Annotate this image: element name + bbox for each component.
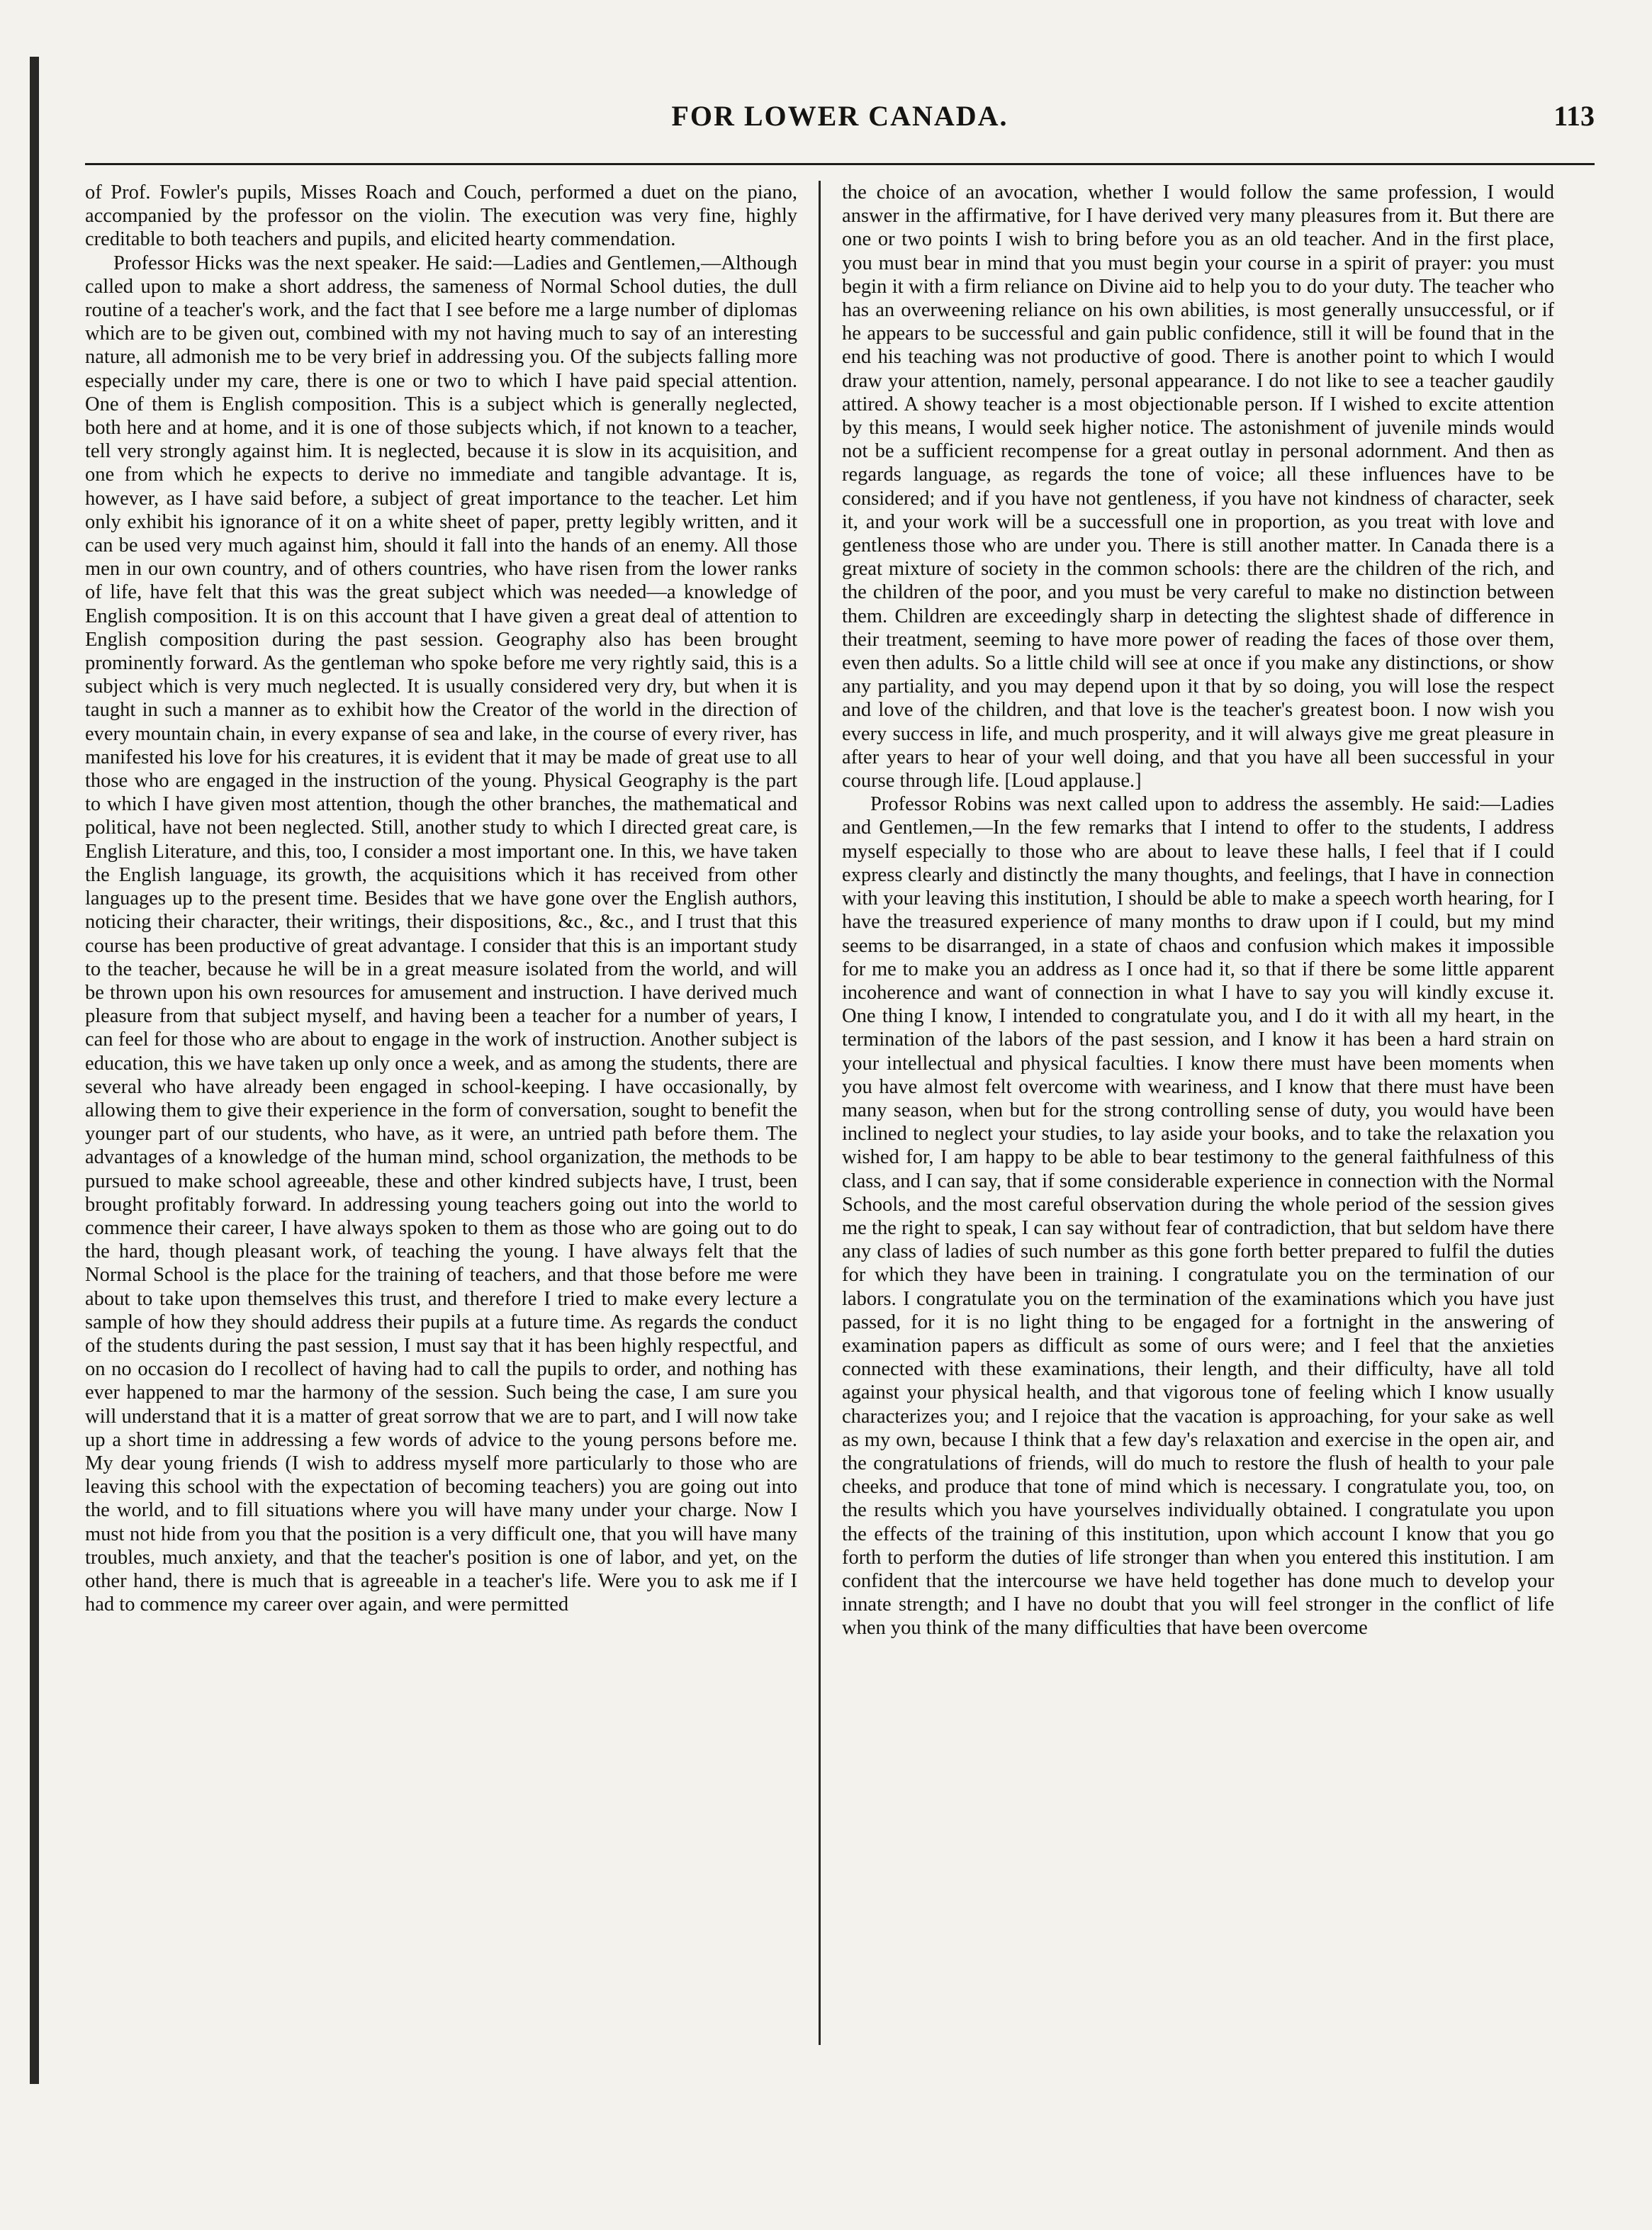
paragraph-hicks-address: Professor Hicks was the next speaker. He said:—Ladies and Gentlemen,—Although called upon to make a short address, the sameness of Normal School duties, the dull routine of a teacher's work, and the fact that I see before me a large number of diplomas which are to be given out, combined with my not having much to say of an interesting nature, all admonish me to be very brief in addressing you. Of the subjects falling more especially under my care, there is one or two to which I have paid special attention. One of them is English composition. This is a subject which is generally neglected, both here and at home, and it is one of those subjects which, if not known to a teacher, tell very strongly against him. It is neglected, because it is slow in its acquisition, and one from which he expects to derive no immediate and tangible advantage. It is, however, as I have said before, a subject of great importance to the teacher. Let him only exhibit his ignorance of it on a white sheet of paper, pretty legibly written, and it can be used very much against him, should it fall into the hands of an enemy. All those men in our own country, and of others countries, who have risen from the lower ranks of life, have felt that this was the great subject which was needed—a knowledge of English composition. It is on this account that I have given a great deal of attention to English composition during the past session. Geography also has been brought prominently forward. As the gentleman who spoke before me very rightly said, this is a subject which is very much neglected. It is usually considered very dry, but when it is taught in such a manner as to exhibit how the Creator of the world in the direction of every mountain chain, in every expanse of sea and lake, in the course of every river, has manifested his love for his creatures, it is evident that it may be made of great use to all those who are engaged in the instruction of the young. Physical Geography is the part to which I have given most attention, though the other branches, the mathematical and political, have not been neglected. Still, another study to which I directed great care, is English Literature, and this, too, I consider a most important one. In this, we have taken the English language, its growth, the acquisitions which it has received from other languages up to the present time. Besides that we have gone over the English authors, noticing their character, their writings, their dispositions, &c., &c., and I trust that this course has been productive of great advantage. I consider that this is an important study to the teacher, because he will be in a great measure isolated from the world, and will be thrown upon his own resources for amusement and instruction. I have derived much pleasure from that subject myself, and having been a teacher for a number of years, I can feel for those who are about to engage in the work of instruction. Another subject is education, this we have taken up only once a week, and as among the students, there are several who have already been engaged in school-keeping. I have occasionally, by allowing them to give their experience in the form of conversation, sought to benefit the younger part of our students, who have, as it were, an untried path before them. The advantages of a knowledge of the human mind, school organization, the methods to be pursued to make school agreeable, these and other kindred subjects have, I trust, been brought profitably forward. In addressing young teachers going out into the world to commence their career, I have always spoken to them as those who are going out to do the hard, though pleasant work, of teaching the young. I have always felt that the Normal School is the place for the training of teachers, and that those before me were about to take upon themselves this trust, and therefore I tried to make every lecture a sample of how they should address their pupils at a future time. As regards the conduct of the students during the past session, I must say that it has been highly respectful, and on no occasion do I recollect of having had to call the pupils to order, and nothing has ever happened to mar the harmony of the session. Such being the case, I am sure you will understand that it is a matter of great sorrow that we are to part, and I will now take up a short time in addressing a few words of advice to the young persons before me. My dear young friends (I wish to address myself more particularly to those who are leaving this school with the expectation of becoming teachers) you are going out into the world, and to fill situations where you will have many under your charge. Now I must not hide from you that the position is a very difficult one, that you will have many troubles, much anxiety, and that the teacher's position is one of labor, and yet, on the other hand, there is much that is agreeable in a teacher's life. Were you to ask me if I had to commence my career over again, and were permitted xyxy=(85,252,797,1616)
paragraph-robins-address: Professor Robins was next called upon to address the assembly. He said:—Ladies and Gentlemen,—In the few remarks that I intend to offer to the students, I address myself especially to those who are about to leave these halls, I feel that if I could express clearly and distinctly the many thoughts, and feelings, that I have in connection with your leaving this institution, I should be able to make a speech worth hearing, for I have the treasured experience of many months to draw upon if I could, but my mind seems to be disarranged, in a state of chaos and confusion which makes it impossible for me to make you an address as I once had it, so that if there be some little apparent incoherence and want of connection in what I have to say you will kindly excuse it. One thing I know, I intended to congratulate you, and I do it with all my heart, in the termination of the labors of the past session, and I know it has been a hard strain on your intellectual and physical faculties. I know there must have been moments when you have almost felt overcome with weariness, and I know that there must have been many season, when but for the strong controlling sense of duty, you would have been inclined to neglect your studies, to lay aside your books, and to take the relaxation you wished for, I am happy to be able to bear testimony to the general faithfulness of this class, and I can say, that if some considerable experience in connection with the Normal Schools, and the most careful observation during the whole period of the session gives me the right to speak, I can say without fear of contradiction, that but seldom have there any class of ladies of such number as this gone forth better prepared to fulfil the duties for which they have been in training. I congratulate you on the termination of our labors. I congratulate you on the termination of the examinations which you have just passed, for it is no light thing to be engaged for a fortnight in the answering of examination papers as difficult as some of ours were; and I feel that the anxieties connected with these examinations, their length, and their difficulty, have all told against your physical health, and that vigorous tone of feeling which I know usually characterizes you; and I rejoice that the vacation is approaching, for your sake as well as my own, because I think that a few day's relaxation and exercise in the open air, and the congratulations of friends, will do much to restore the flush of health to your pale cheeks, and produce that tone of mind which is necessary. I congratulate you, too, on the results which you have yourselves individually obtained. I congratulate you upon the effects of the training of this institution, upon which account I know that you go forth to perform the duties of life stronger than when you entered this institution. I am confident that the intercourse we have held together has done much to develop your innate strength; and I have no doubt that you will feel stronger in the conflict of life when you think of the many difficulties that have been overcome xyxy=(842,793,1554,1640)
header-rule xyxy=(85,163,1595,165)
running-head: FOR LOWER CANADA. xyxy=(671,100,1008,132)
paragraph-continued: the choice of an avocation, whether I would follow the same profession, I would answer in the affirmative, for I have derived very many pleasures from it. But there are one or two points I wish to bring before you as an old teacher. And in the first place, you must bear in mind that you must begin your course in a spirit of prayer: you must begin it with a firm reliance on Divine aid to help you to do your duty. The teacher who has an overweening reliance on his own abilities, is most generally unsuccessful, or if he appears to be successful and gain public confidence, still it will be found that in the end his teaching was not productive of good. There is another point to which I would draw your attention, namely, personal appearance. I do not like to see a teacher gaudily attired. A showy teacher is a most objectionable person. If I wished to excite attention by this means, I would seek higher notice. The astonishment of juvenile minds would not be a sufficient recompense for a great outlay in personal adornment. And then as regards language, as regards the tone of voice; all these influences have to be considered; and if you have not gentleness, if you have not kindness of character, seek it, and your work will be a successfull one in proportion, as you treat with love and gentleness those who are under you. There is still another matter. In Canada there is a great mixture of society in the common schools: there are the children of the rich, and the children of the poor, and you must be very careful to make no distinction between them. Children are exceedingly sharp in detecting the slightest shade of difference in their treatment, seeming to have more power of reading the faces of those over them, even then adults. So a little child will see at once if you make any distinctions, or show any partiality, and you may depend upon it that by so doing, you will lose the respect and love of the children, and that love is the teacher's greatest boon. I now wish you every success in life, and much prosperity, and it will always give me great pleasure in after years to hear of your well doing, and that you have all been successful in your course through life. [Loud applause.] xyxy=(842,181,1554,792)
column-divider xyxy=(819,181,821,2045)
left-column xyxy=(85,181,797,2052)
page-edge-shadow xyxy=(30,57,39,2084)
page-header xyxy=(85,99,1595,156)
paragraph-continued: of Prof. Fowler's pupils, Misses Roach and Couch, performed a duet on the piano, accompanied by the professor on the violin. The execution was very fine, highly creditable to both teachers and pupils, and elicited hearty commendation. xyxy=(85,181,797,251)
page-number: 113 xyxy=(1553,100,1595,132)
right-column xyxy=(842,181,1554,2052)
